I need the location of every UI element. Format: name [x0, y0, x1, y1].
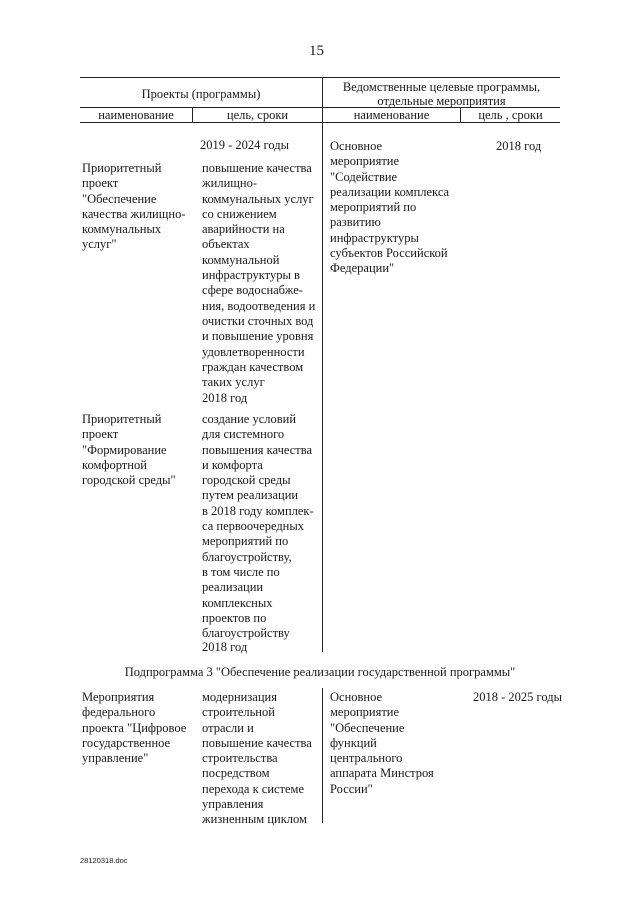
header-bottom-rule [80, 122, 560, 123]
subprogram-title: Подпрограмма 3 "Обеспечение реализации государственной программы" [124, 665, 516, 679]
row3-project-name: Мероприятия федерального проекта "Цифровое государственное управление" [82, 690, 187, 766]
header-sub-goal-right: цель , сроки [478, 108, 543, 122]
row3-measure-name: Основное мероприятие "Обеспечение функций центрального аппарата Минстроя России" [330, 690, 434, 796]
row2-project-goal: создание условий для системного повышения качества и комфорта городской среды путем реализации в 2018 году комплек- са первоочередных мероприятий по благоустройству, в том числе по реализации комплексных проектов по благоустройству [202, 412, 314, 641]
header-sub-name-left: наименование [98, 108, 174, 122]
header-top-rule [80, 77, 560, 78]
footer-doc-code: 28120318.doc [80, 856, 128, 865]
page-number: 15 [309, 43, 324, 59]
row1-measure-term: 2018 год [496, 139, 542, 153]
body-divider-upper [322, 122, 323, 652]
row1-project-name: Приоритетный проект "Обеспечение качества жилищно- коммунальных услуг" [82, 161, 186, 252]
row1-project-goal: повышение качества жилищно- коммунальных услуг со снижением аварийности на объектах коммунальной инфраструктуры в сфере водоснабже- ния, водоотведения и очистки сточных вод и повышение уровня удовлетворенности граждан качеством таких услуг [202, 161, 316, 390]
header-projects-label: Проекты (программы) [141, 87, 261, 101]
row2-term: 2018 год [202, 640, 248, 654]
header-sub-goal-left: цель, сроки [226, 108, 289, 122]
body-divider-lower [322, 688, 323, 823]
row1-measure-name: Основное мероприятие "Содействие реализации комплекса мероприятий по развитию инфраструктуры субъектов Российской Федерации" [330, 139, 450, 276]
row3-measure-term: 2018 - 2025 годы [473, 690, 563, 704]
row2-project-name: Приоритетный проект "Формирование комфортной городской среды" [82, 412, 176, 488]
row3-project-goal: модернизация строительной отрасли и повышение качества строительства посредством перехода к системе управления жизненным циклом [202, 690, 312, 827]
header-sub-name-right: наименование [353, 108, 430, 122]
header-departmental-label: Ведомственные целевые программы, отдельные мероприятия [342, 80, 541, 108]
row1-term-next: 2018 год [202, 391, 248, 405]
row1-term-years: 2019 - 2024 годы [200, 138, 290, 152]
